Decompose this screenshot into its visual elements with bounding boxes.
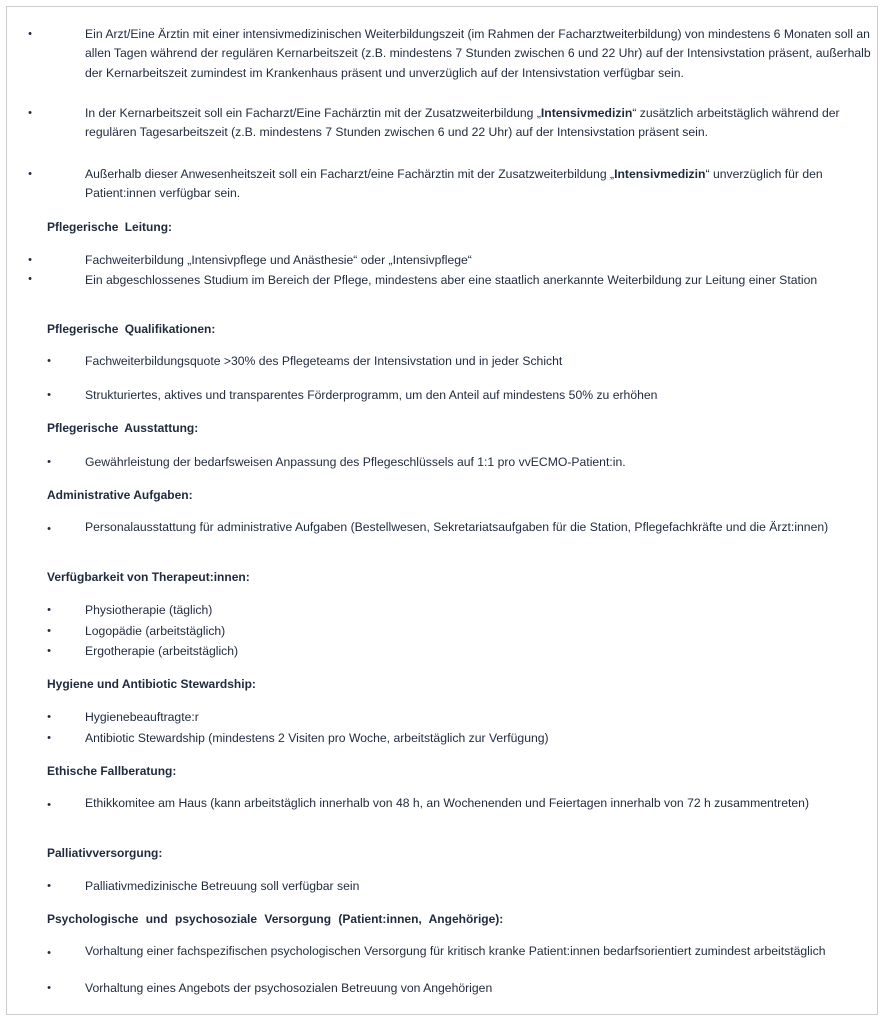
list-item-text: In der Kernarbeitszeit soll ein Facharzt/Eine Fachärztin mit der Zusatzweiterbildung „Intensivmedizin“ zusätzlich arbeitstäglich während der regulären Tagesarbeitszeit (z.B. mindestens 7 Stunden zwischen 6 und 22 Uhr) auf der Intensivstation präsent sein. <box>85 106 840 140</box>
bullet-marker: • <box>47 604 51 616</box>
section-heading: Hygiene und Antibiotic Stewardship: <box>47 677 256 691</box>
list-item-text: Fachweiterbildung „Intensivpflege und Anästhesie“ oder „Intensivpflege“ <box>85 253 472 267</box>
list-item-text: Ethikkomitee am Haus (kann arbeitstäglich innerhalb von 48 h, an Wochenenden und Feiertagen innerhalb von 72 h zusammentreten) <box>85 796 810 810</box>
bullet-marker: • <box>47 711 51 723</box>
bullet-marker: • <box>47 456 51 468</box>
bullet-marker: • <box>47 625 51 637</box>
document-frame <box>6 6 878 1015</box>
list-item-text: Fachweiterbildungsquote >30% des Pflegeteams der Intensivstation und in jeder Schicht <box>85 354 563 368</box>
section-heading: Palliativversorgung: <box>47 846 163 860</box>
section-heading: Pflegerische Qualifikationen: <box>47 322 216 336</box>
section-heading: Ethische Fallberatung: <box>47 764 177 778</box>
list-item-text: Ein Arzt/Eine Ärztin mit einer intensivmedizinischen Weiterbildungszeit (im Rahmen der Facharztweiterbildung) von mindestens 6 Monaten soll an allen Tagen während der regulären Kernarbeitszeit (z.B. mindestens 7 Stunden zwischen 6 und 22 Uhr) auf der Intensivstation präsent, außerhalb der Kernarbeitszeit zumindest im Krankenhaus präsent und unverzüglich auf der Intensivstation verfügbar sein. <box>85 27 871 80</box>
section-heading: Psychologische und psychosoziale Versorgung (Patient:innen, Angehörige): <box>47 912 504 926</box>
list-item-text: Vorhaltung eines Angebots der psychosozialen Betreuung von Angehörigen <box>85 981 493 995</box>
section-heading: Pflegerische Ausstattung: <box>47 421 199 435</box>
section-heading: Verfügbarkeit von Therapeut:innen: <box>47 570 250 584</box>
bullet-marker: • <box>47 947 51 959</box>
bullet-marker: • <box>28 107 32 119</box>
list-item-text: Logopädie (arbeitstäglich) <box>85 624 226 638</box>
list-item-text: Personalausstattung für administrative Aufgaben (Bestellwesen, Sekretariatsaufgaben für die Station, Pflegefachkräfte und die Ärzt:innen) <box>85 520 829 534</box>
bullet-marker: • <box>47 523 51 535</box>
list-item-text: Außerhalb dieser Anwesenheitszeit soll ein Facharzt/eine Fachärztin mit der Zusatzweiterbildung „Intensivmedizin“ unverzüglich für den Patient:innen verfügbar sein. <box>85 167 823 201</box>
bullet-marker: • <box>47 880 51 892</box>
list-item-text: Ein abgeschlossenes Studium im Bereich der Pflege, mindestens aber eine staatlich anerkannte Weiterbildung zur Leitung einer Station <box>85 273 818 287</box>
bullet-marker: • <box>47 732 51 744</box>
section-heading: Pflegerische Leitung: <box>47 220 173 234</box>
list-item-text: Gewährleistung der bedarfsweisen Anpassung des Pflegeschlüssels auf 1:1 pro vvECMO-Patient:in. <box>85 455 626 469</box>
list-item-text: Vorhaltung einer fachspezifischen psychologischen Versorgung für kritisch kranke Patient:innen bedarfsorientiert zumindest arbeitstäglich <box>85 944 826 958</box>
section-heading: Administrative Aufgaben: <box>47 488 193 502</box>
bullet-marker: • <box>47 982 51 994</box>
bullet-marker: • <box>47 389 51 401</box>
list-item-text: Strukturiertes, aktives und transparentes Förderprogramm, um den Anteil auf mindestens 50% zu erhöhen <box>85 388 658 402</box>
list-item-text: Physiotherapie (täglich) <box>85 603 213 617</box>
bullet-marker: • <box>28 28 32 40</box>
bullet-marker: • <box>47 799 51 811</box>
list-item-text: Hygienebeauftragte:r <box>85 710 199 724</box>
bullet-marker: • <box>28 254 32 266</box>
bullet-marker: • <box>28 273 32 285</box>
list-item-text: Antibiotic Stewardship (mindestens 2 Visiten pro Woche, arbeitstäglich zur Verfügung) <box>85 731 549 745</box>
bullet-marker: • <box>28 168 32 180</box>
list-item-text: Palliativmedizinische Betreuung soll verfügbar sein <box>85 879 360 893</box>
list-item-text: Ergotherapie (arbeitstäglich) <box>85 644 239 658</box>
bullet-marker: • <box>47 645 51 657</box>
bullet-marker: • <box>47 355 51 367</box>
